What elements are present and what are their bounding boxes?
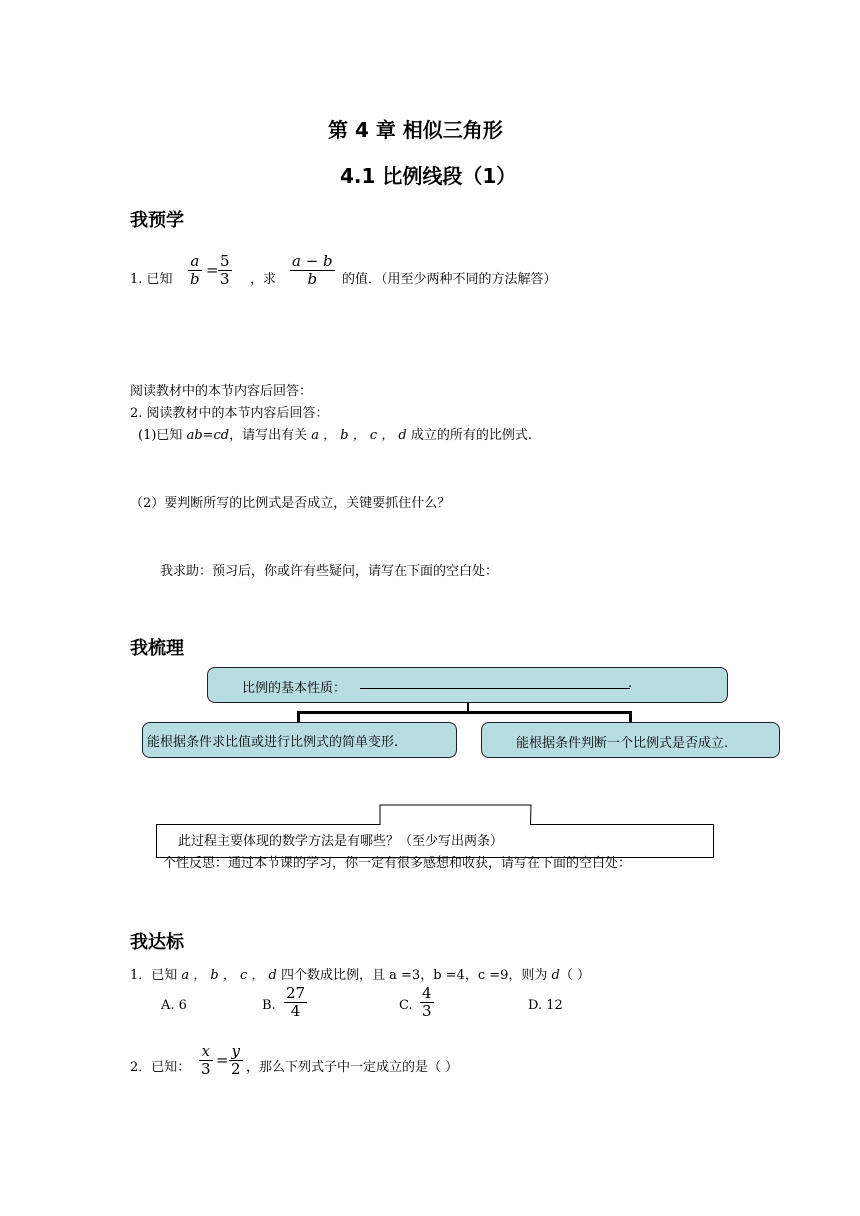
q2-part1-suffix: 成立的所有的比例式.	[406, 428, 533, 443]
q1-tail-text: 的值．（用至少两种不同的方法解答）	[342, 272, 557, 287]
practice-q2-tail: ，那么下列式子中一定成立的是（ ）	[246, 1060, 459, 1075]
option-b-label: B.	[262, 998, 276, 1013]
q2-part1	[138, 424, 532, 443]
q2-intro: 2. 阅读教材中的本节内容后回答：	[130, 406, 329, 421]
option-d: D. 12	[528, 998, 563, 1013]
practice-q2-prefix: 2．已知：	[130, 1060, 191, 1075]
practice-q1-tail: ，则为	[508, 968, 552, 983]
fraction-denominator: 2	[231, 1060, 241, 1078]
q1-mid-text: ，求	[250, 272, 277, 287]
practice-q1-d: d	[551, 968, 560, 983]
answer-blank-line[interactable]	[360, 688, 630, 689]
q2-part1-equation: ab=cd	[186, 428, 230, 443]
fraction-numerator: 4	[422, 984, 432, 1002]
basic-property-period: .	[628, 676, 633, 691]
connector-horizontal	[297, 711, 631, 714]
option-c-fraction	[420, 985, 434, 1020]
basic-property-box	[207, 667, 728, 703]
fraction-x-over-3	[199, 1043, 213, 1078]
q2-part1-mid: ，请写出有关	[229, 428, 312, 443]
fraction-5-over-3	[218, 253, 232, 288]
read-note: 阅读教材中的本节内容后回答：	[130, 384, 313, 399]
fraction-numerator: a − b	[292, 252, 333, 270]
option-a: A. 6	[161, 998, 187, 1013]
fraction-denominator: b	[190, 270, 200, 288]
q2-part1-vars: a ， b ， c ， d	[311, 428, 407, 443]
q2-part1-prefix: (1)已知	[138, 428, 187, 443]
fraction-numerator: 27	[286, 984, 306, 1002]
practice-q1-paren: （ ）	[559, 968, 591, 983]
equals-sign: =	[216, 1051, 229, 1069]
reflection-prompt: 个性反思：通过本节课的学习，你一定有很多感想和收获，请写在下面的空白处：	[163, 856, 632, 871]
option-c-label: C.	[399, 998, 413, 1013]
practice-q1-vars: a ， b ， c ， d	[181, 968, 277, 983]
left-skill-text: 能根据条件求比值或进行比例式的简单变形.	[147, 735, 399, 750]
fraction-numerator: x	[201, 1042, 210, 1060]
section-heading-organize: 我梳理	[130, 638, 184, 659]
section-heading-practice: 我达标	[130, 932, 184, 953]
fraction-denominator: 4	[290, 1002, 301, 1020]
fraction-y-over-2	[229, 1043, 243, 1078]
option-b-fraction	[284, 985, 307, 1020]
left-skill-box	[142, 722, 457, 758]
q2-part2: （2）要判断所写的比例式是否成立，关键要抓住什么？	[130, 496, 451, 511]
fraction-denominator: 3	[422, 1002, 432, 1020]
fraction-denominator: b	[307, 270, 318, 288]
chapter-title: 第 4 章 相似三角形	[328, 118, 503, 142]
practice-q1-prefix: 1．已知	[130, 968, 182, 983]
fraction-denominator: 3	[220, 270, 230, 288]
help-prompt: 我求助：预习后，你或许有些疑问，请写在下面的空白处：	[160, 564, 499, 579]
fraction-denominator: 3	[201, 1060, 211, 1078]
practice-q1-mid: 四个数成比例，且	[276, 968, 390, 983]
fraction-a-minus-b-over-b	[290, 253, 335, 288]
section-heading-preview: 我预学	[130, 210, 184, 231]
callout-text: 此过程主要体现的数学方法是有哪些？（至少写出两条）	[178, 834, 504, 849]
fraction-numerator: 5	[220, 252, 230, 270]
practice-q1-condition: a =3，b =4，c =9	[389, 968, 509, 983]
q1-number: 1. 已知	[130, 272, 173, 287]
equals-sign: =	[206, 261, 219, 279]
lesson-title: 4.1 比例线段（1）	[340, 164, 517, 188]
right-skill-text: 能根据条件判断一个比例式是否成立.	[516, 736, 729, 751]
right-skill-box	[481, 722, 780, 758]
basic-property-label: 比例的基本性质：	[242, 681, 347, 696]
fraction-a-over-b	[188, 253, 202, 288]
fraction-numerator: y	[231, 1042, 241, 1060]
practice-q1	[130, 964, 590, 983]
fraction-numerator: a	[190, 252, 200, 270]
